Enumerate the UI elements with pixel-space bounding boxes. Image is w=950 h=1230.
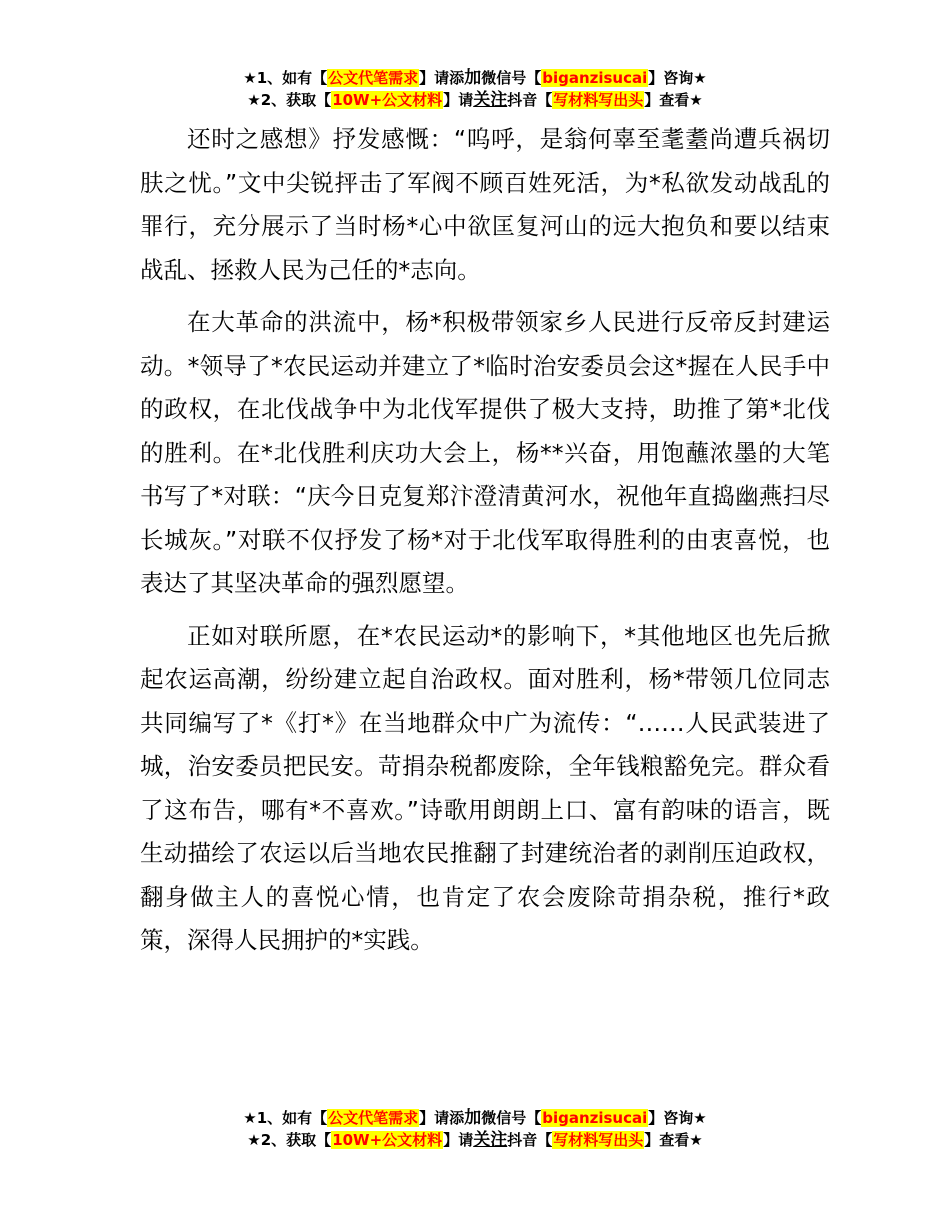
footer-banner — [0, 1107, 950, 1151]
banner-text: 微信号【 — [481, 69, 542, 87]
banner-text: ★1、如有【 — [243, 1109, 328, 1127]
paragraph-3: 正如对联所愿，在*农民运动*的影响下，*其他地区也先后掀起农运高潮，纷纷建立起自治政权。面对胜利，杨*带领几位同志共同编写了*《打*》在当地群众中广为流传：“……人民武装进了城，治安委员把民安。苛捐杂税都废除，全年钱粮豁免完。群众看了这布告，哪有*不喜欢。”诗歌用朗朗上口、富有韵味的语言，既生动描绘了农运以后当地农民推翻了封建统治者的剥削压迫政权，翻身做主人的喜悦心情，也肯定了农会废除苛捐杂税，推行*政策，深得人民拥护的*实践。 — [140, 621, 830, 954]
banner-highlight-service: 公文代笔需求 — [328, 1109, 419, 1127]
banner-text: 】查看★ — [644, 91, 703, 109]
banner-text: 抖音【 — [507, 91, 553, 109]
banner-line-1 — [0, 1107, 950, 1129]
banner-highlight-materials: 10W+公文材料 — [332, 91, 443, 109]
banner-text: 】请添 — [419, 69, 465, 87]
banner-text: 】咨询★ — [648, 1109, 707, 1127]
banner-line-2 — [0, 89, 950, 111]
header-banner — [0, 67, 950, 111]
banner-text: 】咨询★ — [648, 69, 707, 87]
banner-text: 加 — [464, 1108, 482, 1128]
banner-line-2 — [0, 1129, 950, 1151]
document-body — [140, 118, 830, 963]
banner-text: 】请 — [443, 1131, 474, 1149]
banner-text: 】请添 — [419, 1109, 465, 1127]
banner-text: ★2、获取【 — [247, 91, 332, 109]
banner-highlight-materials: 10W+公文材料 — [332, 1131, 443, 1149]
banner-line-1 — [0, 67, 950, 89]
banner-text: 】请 — [443, 91, 474, 109]
banner-text: 微信号【 — [481, 1109, 542, 1127]
banner-text: 加 — [464, 68, 482, 88]
paragraph-1: 还时之感想》抒发感慨：“呜呼，是翁何辜至耄耋尚遭兵祸切肤之忧。”文中尖锐抨击了军阀不顾百姓死活，为*私欲发动战乱的罪行，充分展示了当时杨*心中欲匡复河山的远大抱负和要以结束战乱、拯救人民为己任的*志向。 — [140, 125, 830, 284]
banner-text: 抖音【 — [507, 1131, 553, 1149]
banner-highlight-wechat-id: biganzisucai — [542, 69, 648, 87]
banner-text-underlined: 关注 — [473, 90, 508, 110]
banner-highlight-wechat-id: biganzisucai — [542, 1109, 648, 1127]
paragraph-2: 在大革命的洪流中，杨*积极带领家乡人民进行反帝反封建运动。*领导了*农民运动并建立了*临时治安委员会这*握在人民手中的政权，在北伐战争中为北伐军提供了极大支持，助推了第*北伐的胜利。在*北伐胜利庆功大会上，杨**兴奋，用饱蘸浓墨的大笔书写了*对联：“庆今日克复郑汴澄清黄河水，祝他年直捣幽燕扫尽长城灰。”对联不仅抒发了杨*对于北伐军取得胜利的由衷喜悦，也表达了其坚决革命的强烈愿望。 — [140, 308, 830, 597]
banner-text-underlined: 关注 — [473, 1130, 508, 1150]
banner-text: ★1、如有【 — [243, 69, 328, 87]
banner-text: ★2、获取【 — [247, 1131, 332, 1149]
banner-highlight-douyin-id: 写材料写出头 — [553, 1131, 644, 1149]
banner-text: 】查看★ — [644, 1131, 703, 1149]
banner-highlight-douyin-id: 写材料写出头 — [553, 91, 644, 109]
banner-highlight-service: 公文代笔需求 — [328, 69, 419, 87]
